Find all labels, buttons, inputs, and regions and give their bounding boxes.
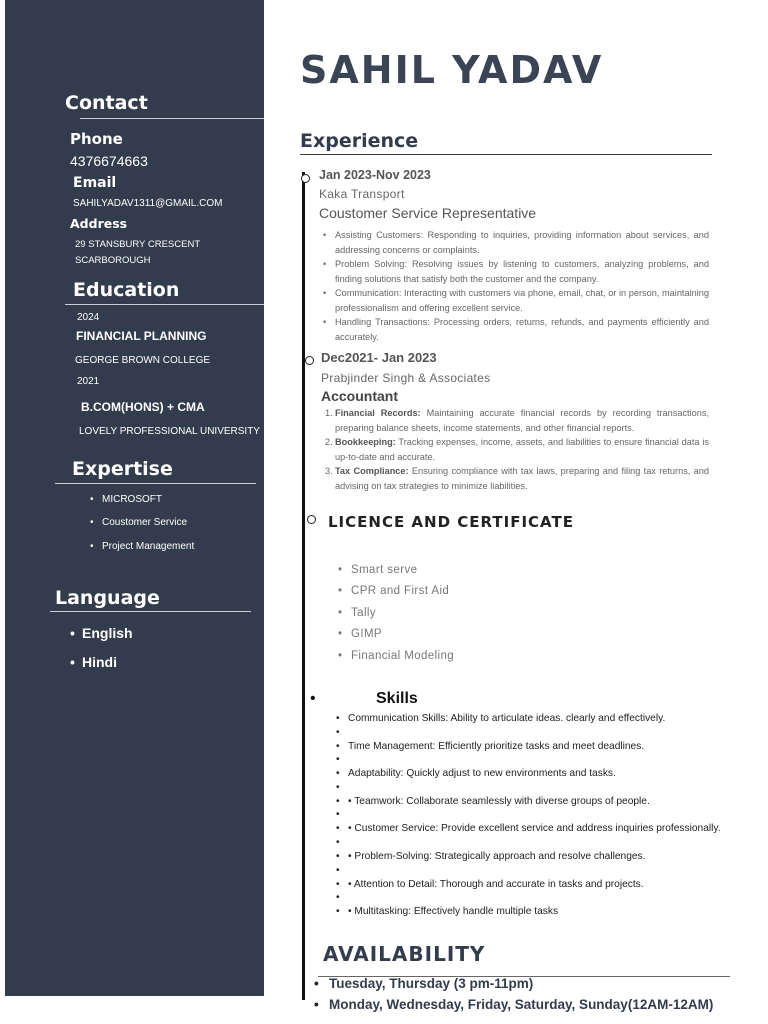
skills-bullet: • xyxy=(310,690,316,707)
bullet-text: Ensuring compliance with tax laws, preparing and filing tax returns, and advising on tax strategies to minimize liabilities. xyxy=(335,466,709,491)
expertise-item: • Project Management xyxy=(102,541,194,565)
address-line1: 29 STANSBURY CRESCENT xyxy=(75,239,201,250)
edu-year-2: 2021 xyxy=(77,376,100,387)
job-dates: Jan 2023-Nov 2023 xyxy=(319,168,431,182)
edu-degree-1: FINANCIAL PLANNING xyxy=(76,329,207,343)
job-bullet: • Assisting Customers: Responding to inquiries, providing information about services, and addressing concerns or complaints. xyxy=(335,228,709,257)
skill-item: • • Customer Service: Provide excellent service and address inquiries professionally. xyxy=(348,822,722,836)
timeline-dot xyxy=(301,174,310,183)
bullet-title: Bookkeeping: xyxy=(335,437,396,447)
skill-spacer xyxy=(348,753,722,767)
job-role: Accountant xyxy=(321,388,398,404)
job-dates: Dec2021- Jan 2023 xyxy=(321,350,437,365)
job-bullet: • Communication: Interacting with customers via phone, email, chat, or in person, maintaining professionalism and offering excellent service. xyxy=(335,286,709,315)
expertise-rule xyxy=(55,483,256,484)
phone-label: Phone xyxy=(70,130,123,148)
bullet-number: 1. xyxy=(325,408,333,418)
job-bullet xyxy=(325,406,709,435)
certificate-item: • Tally xyxy=(351,607,454,628)
expertise-list xyxy=(102,494,194,565)
skill-item: • • Attention to Detail: Thorough and accurate in tasks and projects. xyxy=(348,878,722,892)
edu-degree-2: B.COM(HONS) + CMA xyxy=(81,400,205,414)
job-company: Prabjinder Singh & Associates xyxy=(321,371,491,385)
expertise-item: • Coustomer Service xyxy=(102,517,194,541)
job-bullet xyxy=(325,464,709,493)
education-rule xyxy=(65,304,264,305)
contact-heading: Contact xyxy=(65,92,148,114)
skill-spacer xyxy=(348,781,722,795)
skill-item: • Time Management: Efficiently prioritize tasks and meet deadlines. xyxy=(348,740,722,754)
education-heading: Education xyxy=(73,279,180,301)
language-rule xyxy=(50,611,251,612)
candidate-name: SAHIL YADAV xyxy=(300,48,604,92)
timeline-line-lower xyxy=(302,700,305,1000)
address-line2: SCARBOROUGH xyxy=(75,255,151,266)
job-bullets xyxy=(325,406,709,493)
edu-school-1: GEORGE BROWN COLLEGE xyxy=(75,355,211,366)
skill-spacer xyxy=(348,836,722,850)
skill-spacer xyxy=(348,726,722,740)
availability-list xyxy=(329,976,713,1018)
job-bullets xyxy=(335,228,709,344)
certificate-item: • GIMP xyxy=(351,628,454,649)
certificates-list xyxy=(351,564,454,671)
certificate-item: • Financial Modeling xyxy=(351,650,454,671)
timeline-dot xyxy=(307,515,316,524)
job-company: Kaka Transport xyxy=(319,187,405,201)
availability-item: • Tuesday, Thursday (3 pm-11pm) xyxy=(329,976,713,997)
job-bullet xyxy=(325,435,709,464)
job-bullet: • Handling Transactions: Processing orders, returns, refunds, and payments efficiently and accurately. xyxy=(335,315,709,344)
job-bullet: • Problem Solving: Resolving issues by listening to customers, analyzing problems, and finding solutions that satisfy both the customer and the company. xyxy=(335,257,709,286)
skill-spacer xyxy=(348,864,722,878)
language-list xyxy=(82,625,133,683)
expertise-item: • MICROSOFT xyxy=(102,494,194,517)
skills-list xyxy=(348,712,722,919)
phone-value: 4376674663 xyxy=(70,153,148,169)
email-label: Email xyxy=(73,175,117,191)
skill-item: • • Problem-Solving: Strategically approach and resolve challenges. xyxy=(348,850,722,864)
skill-item: • • Teamwork: Collaborate seamlessly with diverse groups of people. xyxy=(348,795,722,809)
timeline-dot xyxy=(305,356,314,365)
skill-spacer xyxy=(348,891,722,905)
edu-year-1: 2024 xyxy=(77,312,100,323)
language-item: • English xyxy=(82,625,133,654)
skill-item: • Communication Skills: Ability to articulate ideas. clearly and effectively. xyxy=(348,712,722,726)
skills-heading: Skills xyxy=(376,690,418,707)
bullet-title: Financial Records: xyxy=(335,408,421,418)
timeline-line xyxy=(302,172,305,708)
experience-rule xyxy=(300,154,712,155)
job-role: Coustomer Service Representative xyxy=(319,205,537,221)
bullet-text: Tracking expenses, income, assets, and liabilities to ensure financial data is up-to-date and accurate. xyxy=(335,437,709,462)
certificates-heading: LICENCE AND CERTIFICATE xyxy=(328,513,574,531)
language-item: • Hindi xyxy=(82,654,133,683)
certificate-item: • Smart serve xyxy=(351,564,454,585)
expertise-heading: Expertise xyxy=(72,458,173,480)
bullet-number: 2. xyxy=(325,437,333,447)
edu-school-2: LOVELY PROFESSIONAL UNIVERSITY xyxy=(79,426,260,437)
bullet-text: Maintaining accurate financial records by recording transactions, preparing balance sheets, income statements, and other financial reports. xyxy=(335,408,709,433)
skill-item: • • Multitasking: Effectively handle multiple tasks xyxy=(348,905,722,919)
address-label: Address xyxy=(70,216,128,231)
certificate-item: • CPR and First Aid xyxy=(351,585,454,606)
sidebar xyxy=(5,0,264,996)
availability-heading: AVAILABILITY xyxy=(323,942,486,966)
bullet-number: 3. xyxy=(325,466,333,476)
availability-item: • Monday, Wednesday, Friday, Saturday, Sunday(12AM-12AM) xyxy=(329,997,713,1018)
contact-rule xyxy=(80,118,264,119)
skill-spacer xyxy=(348,808,722,822)
experience-heading: Experience xyxy=(300,130,419,152)
language-heading: Language xyxy=(55,587,160,609)
bullet-title: Tax Compliance: xyxy=(335,466,409,476)
skill-item: • Adaptability: Quickly adjust to new environments and tasks. xyxy=(348,767,722,781)
email-value: SAHILYADAV1311@GMAIL.COM xyxy=(73,198,223,209)
